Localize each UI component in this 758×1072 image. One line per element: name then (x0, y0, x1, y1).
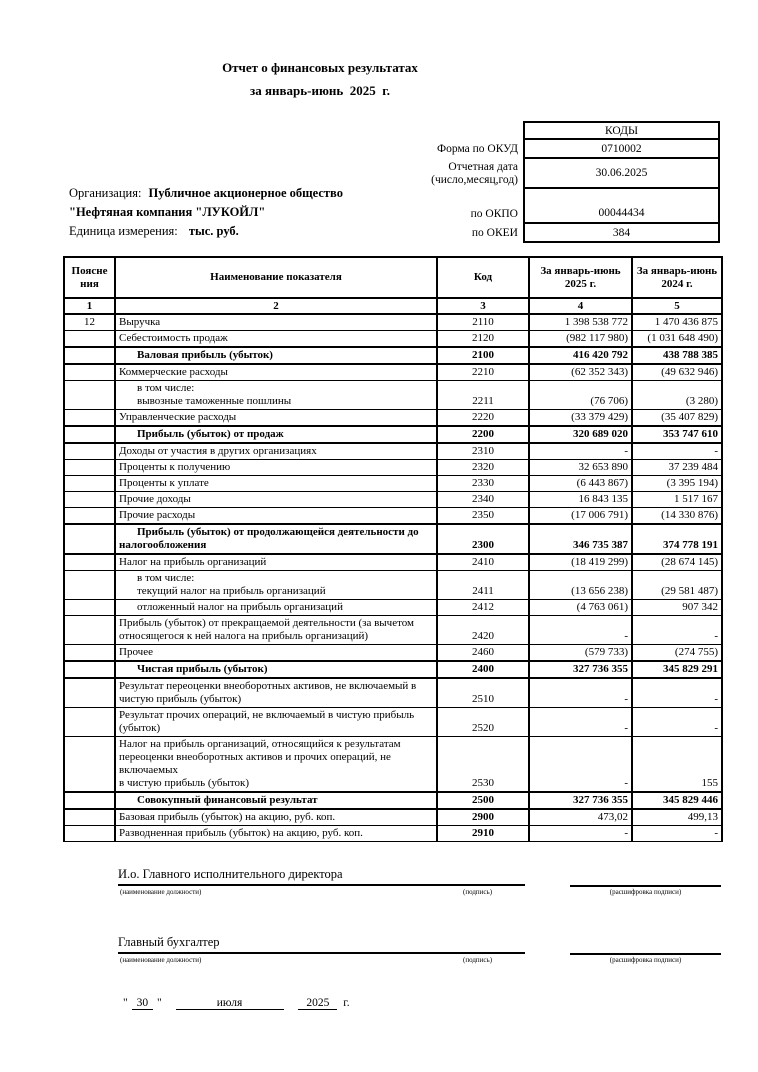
indicator-line: Себестоимость продаж (119, 332, 228, 344)
cell-code: 2412 (437, 600, 529, 616)
indicator-line: Коммерческие расходы (119, 366, 228, 378)
cell-value-2024: (49 632 946) (632, 364, 722, 381)
position-name-label: (наименование должности) (120, 888, 202, 896)
cell-value-2024: (274 755) (632, 645, 722, 662)
date-month: июля (176, 997, 284, 1010)
cell-code: 2120 (437, 331, 529, 348)
cell-value-2025: - (529, 708, 632, 737)
table-header-row (64, 257, 722, 298)
cell-indicator-name (115, 600, 437, 616)
cell-indicator-name (115, 708, 437, 737)
indicator-line: в том числе: (137, 572, 195, 584)
header-period-2024 (632, 257, 722, 298)
cell-value-2025: 327 736 355 (529, 661, 632, 678)
cell-value-2025: (982 117 980) (529, 331, 632, 348)
indicator-line: Налог на прибыль организаций (119, 556, 267, 568)
cell-value-2024: 374 778 191 (632, 524, 722, 554)
table-row (64, 476, 722, 492)
cell-code: 2420 (437, 616, 529, 645)
cell-indicator-name (115, 426, 437, 443)
cell-value-2024: 37 239 484 (632, 460, 722, 476)
okud-label: Форма по ОКУД (437, 143, 518, 155)
cell-indicator-name (115, 571, 437, 600)
cell-code: 2330 (437, 476, 529, 492)
okei-value: 384 (523, 224, 720, 243)
cell-value-2024: (35 407 829) (632, 410, 722, 427)
cell-value-2025: - (529, 678, 632, 708)
indicator-line: Результат прочих операций, не включаемый в чистую прибыль (119, 709, 415, 721)
cell-value-2025: 346 735 387 (529, 524, 632, 554)
header-period-2025 (529, 257, 632, 298)
cell-value-2024: (1 031 648 490) (632, 331, 722, 348)
table-row (64, 737, 722, 793)
cell-value-2024: 438 788 385 (632, 347, 722, 364)
header-explanations (64, 257, 115, 298)
cell-value-2024: 353 747 610 (632, 426, 722, 443)
header-period-2024-line1: За январь-июнь (636, 264, 718, 277)
cell-explanation (64, 661, 115, 678)
table-row (64, 571, 722, 600)
cell-explanation (64, 678, 115, 708)
table-row (64, 314, 722, 331)
cell-value-2024: 499,13 (632, 809, 722, 826)
cell-code: 2210 (437, 364, 529, 381)
cell-indicator-name (115, 826, 437, 842)
cell-explanation (64, 600, 115, 616)
cell-explanation (64, 524, 115, 554)
signature-position-director: И.о. Главного исполнительного директора (118, 866, 525, 886)
signature-position-accountant: Главный бухгалтер (118, 934, 525, 954)
cell-value-2024: - (632, 443, 722, 460)
cell-value-2024: - (632, 826, 722, 842)
indicator-line: Валовая прибыль (убыток) (137, 349, 273, 361)
okei-label: по ОКЕИ (471, 227, 518, 239)
indicator-line: Чистая прибыль (убыток) (137, 663, 268, 675)
cell-indicator-name (115, 364, 437, 381)
cell-code: 2900 (437, 809, 529, 826)
cell-value-2025: 32 653 890 (529, 460, 632, 476)
indicator-line: отложенный налог на прибыль организаций (137, 601, 343, 613)
cell-value-2024: 1 517 167 (632, 492, 722, 508)
column-number-5: 5 (632, 298, 722, 314)
table-row (64, 460, 722, 476)
unit-label: Единица измерения: (69, 224, 178, 238)
cell-indicator-name (115, 314, 437, 331)
organization-line1 (69, 184, 343, 203)
header-period-2024-line2: 2024 г. (661, 277, 693, 290)
cell-explanation (64, 460, 115, 476)
codes-header: КОДЫ (523, 121, 720, 140)
indicator-line: чистую прибыль (убыток) (119, 693, 242, 705)
sign-label: (подпись) (463, 956, 493, 964)
sign-decrypt-label: (расшифровка подписи) (609, 956, 682, 964)
table-row (64, 508, 722, 525)
cell-value-2024: (28 674 145) (632, 554, 722, 571)
cell-value-2024: 345 829 446 (632, 792, 722, 809)
indicator-line: Выручка (119, 316, 161, 328)
cell-value-2025: 416 420 792 (529, 347, 632, 364)
cell-value-2025: (579 733) (529, 645, 632, 662)
okud-value: 0710002 (523, 140, 720, 159)
cell-value-2025: 16 843 135 (529, 492, 632, 508)
header-period-2025-line2: 2025 г. (564, 277, 597, 290)
cell-indicator-name (115, 524, 437, 554)
indicator-line: Прибыль (убыток) от прекращаемой деятельности (за вычетом (119, 617, 415, 629)
cell-explanation (64, 443, 115, 460)
cell-explanation (64, 645, 115, 662)
date-year: 2025 (298, 997, 337, 1010)
cell-code: 2460 (437, 645, 529, 662)
organization-block (69, 184, 343, 241)
cell-value-2025: 1 398 538 772 (529, 314, 632, 331)
unit-value: тыс. руб. (188, 224, 239, 238)
column-number-2: 2 (115, 298, 437, 314)
cell-value-2025: - (529, 826, 632, 842)
cell-explanation (64, 508, 115, 525)
indicator-line: Результат переоценки внеоборотных активов, не включаемый в (119, 680, 417, 692)
cell-value-2024: - (632, 708, 722, 737)
cell-value-2025: - (529, 616, 632, 645)
cell-value-2024: (3 395 194) (632, 476, 722, 492)
report-title: Отчет о финансовых результатах (222, 60, 418, 75)
cell-explanation (64, 492, 115, 508)
indicator-line: Управленческие расходы (119, 411, 237, 423)
table-row (64, 347, 722, 364)
cell-code: 2910 (437, 826, 529, 842)
cell-value-2025: - (529, 443, 632, 460)
cell-code: 2400 (437, 661, 529, 678)
cell-code: 2320 (437, 460, 529, 476)
cell-code: 2211 (437, 381, 529, 410)
cell-value-2025: 327 736 355 (529, 792, 632, 809)
cell-indicator-name (115, 554, 437, 571)
cell-indicator-name (115, 492, 437, 508)
cell-code: 2310 (437, 443, 529, 460)
column-number-3: 3 (437, 298, 529, 314)
cell-indicator-name (115, 661, 437, 678)
organization-label: Организация: (69, 186, 142, 200)
cell-value-2025: (13 656 238) (529, 571, 632, 600)
close-quote: " (156, 997, 162, 1009)
indicator-line: Базовая прибыль (убыток) на акцию, руб. коп. (119, 811, 336, 823)
indicator-line: Разводненная прибыль (убыток) на акцию, руб. коп. (119, 827, 363, 839)
open-quote: " (123, 997, 128, 1009)
column-number-4: 4 (529, 298, 632, 314)
cell-explanation (64, 410, 115, 427)
cell-code: 2350 (437, 508, 529, 525)
cell-explanation (64, 826, 115, 842)
cell-indicator-name (115, 737, 437, 793)
cell-indicator-name (115, 381, 437, 410)
header-code: Код (437, 257, 529, 298)
column-number-1: 1 (64, 298, 115, 314)
report-date-label-line1: Отчетная дата (448, 161, 518, 173)
table-row (64, 809, 722, 826)
table-row (64, 645, 722, 662)
indicator-line: Налог на прибыль организаций, относящийся к результатам (119, 738, 401, 750)
indicator-line: Прочие доходы (119, 493, 191, 505)
indicator-line: текущий налог на прибыль организаций (137, 585, 326, 597)
cell-value-2025: 473,02 (529, 809, 632, 826)
table-row (64, 708, 722, 737)
signature-labels-director (118, 886, 722, 898)
header-explanations-line1: Поясне (71, 264, 108, 277)
table-row (64, 661, 722, 678)
unit-line (69, 222, 343, 241)
cell-indicator-name (115, 331, 437, 348)
header-period-2025-line1: За январь-июнь (540, 264, 621, 277)
indicator-line: Доходы от участия в других организациях (119, 445, 317, 457)
indicator-line: (убыток) (119, 722, 161, 734)
cell-explanation (64, 737, 115, 793)
cell-indicator-name (115, 792, 437, 809)
signature-block-director (118, 866, 722, 898)
cell-code: 2100 (437, 347, 529, 364)
table-row (64, 826, 722, 842)
table-row (64, 554, 722, 571)
table-row (64, 381, 722, 410)
indicator-line: переоценки внеоборотных активов и прочих операций, не включаемых (119, 751, 391, 776)
table-wrapper (63, 256, 723, 842)
date-suffix: г. (343, 997, 350, 1009)
cell-indicator-name (115, 476, 437, 492)
cell-value-2025: - (529, 737, 632, 793)
table-row (64, 331, 722, 348)
cell-value-2025: (6 443 867) (529, 476, 632, 492)
signature-labels-accountant (118, 954, 722, 966)
sign-decrypt-label: (расшифровка подписи) (609, 888, 682, 896)
cell-value-2025: (76 706) (529, 381, 632, 410)
cell-code: 2500 (437, 792, 529, 809)
table-row (64, 616, 722, 645)
cell-explanation (64, 381, 115, 410)
indicator-line: в чистую прибыль (убыток) (119, 777, 250, 789)
table-row (64, 426, 722, 443)
date-line (122, 997, 350, 1010)
cell-explanation (64, 331, 115, 348)
cell-code: 2530 (437, 737, 529, 793)
cell-value-2024: - (632, 678, 722, 708)
cell-code: 2510 (437, 678, 529, 708)
cell-value-2024: - (632, 616, 722, 645)
indicator-line: в том числе: (137, 382, 195, 394)
cell-explanation (64, 476, 115, 492)
codes-panel (280, 121, 720, 243)
cell-explanation: 12 (64, 314, 115, 331)
table-row (64, 443, 722, 460)
report-date-value: 30.06.2025 (523, 159, 720, 189)
table-row (64, 410, 722, 427)
cell-code: 2411 (437, 571, 529, 600)
cell-value-2025: (62 352 343) (529, 364, 632, 381)
table-row (64, 524, 722, 554)
table-body (64, 314, 722, 842)
sign-label: (подпись) (463, 888, 493, 896)
table-row (64, 600, 722, 616)
indicator-line: Прибыль (убыток) от продолжающейся деятельности до (137, 526, 419, 538)
indicator-line: вывозные таможенные пошлины (137, 395, 292, 407)
cell-indicator-name (115, 443, 437, 460)
cell-indicator-name (115, 645, 437, 662)
header-indicator-name: Наименование показателя (115, 257, 437, 298)
report-period: за январь-июнь 2025 г. (250, 83, 390, 98)
okpo-label: по ОКПО (470, 208, 518, 220)
cell-value-2024: 907 342 (632, 600, 722, 616)
codes-header-spacer (280, 121, 523, 140)
cell-indicator-name (115, 347, 437, 364)
cell-value-2025: 320 689 020 (529, 426, 632, 443)
cell-value-2024: (14 330 876) (632, 508, 722, 525)
cell-value-2025: (33 379 429) (529, 410, 632, 427)
cell-value-2024: 1 470 436 875 (632, 314, 722, 331)
column-numbers-row (64, 298, 722, 314)
header-explanations-line2: ния (80, 277, 99, 290)
indicator-line: относящегося к ней налога на прибыль организаций) (119, 630, 369, 642)
indicator-line: Совокупный финансовый результат (137, 794, 318, 806)
indicator-line: Прочие расходы (119, 509, 196, 521)
cell-value-2025: (18 419 299) (529, 554, 632, 571)
cell-explanation (64, 616, 115, 645)
indicator-line: Прибыль (убыток) от продаж (137, 428, 284, 440)
cell-indicator-name (115, 678, 437, 708)
cell-value-2024: (29 581 487) (632, 571, 722, 600)
date-day: 30 (132, 997, 154, 1010)
report-date-label-line2: (число,месяц,год) (431, 174, 518, 186)
cell-explanation (64, 708, 115, 737)
signature-block-accountant (118, 934, 722, 966)
cell-code: 2410 (437, 554, 529, 571)
indicator-line: Проценты к уплате (119, 477, 209, 489)
cell-value-2025: (17 006 791) (529, 508, 632, 525)
cell-indicator-name (115, 616, 437, 645)
cell-code: 2220 (437, 410, 529, 427)
cell-indicator-name (115, 809, 437, 826)
cell-explanation (64, 364, 115, 381)
indicator-line: Проценты к получению (119, 461, 231, 473)
cell-code: 2110 (437, 314, 529, 331)
table-row (64, 364, 722, 381)
cell-value-2025: (4 763 061) (529, 600, 632, 616)
cell-explanation (64, 571, 115, 600)
table-row (64, 492, 722, 508)
table-row (64, 678, 722, 708)
cell-explanation (64, 426, 115, 443)
cell-value-2024: (3 280) (632, 381, 722, 410)
cell-indicator-name (115, 460, 437, 476)
position-name-label: (наименование должности) (120, 956, 202, 964)
cell-explanation (64, 554, 115, 571)
cell-value-2024: 345 829 291 (632, 661, 722, 678)
cell-explanation (64, 809, 115, 826)
indicator-line: Прочее (119, 646, 153, 658)
financial-results-table (63, 256, 723, 842)
cell-explanation (64, 792, 115, 809)
okpo-value: 00044434 (523, 189, 720, 224)
cell-code: 2340 (437, 492, 529, 508)
cell-value-2024: 155 (632, 737, 722, 793)
table-row (64, 792, 722, 809)
cell-indicator-name (115, 410, 437, 427)
organization-name-part2: "Нефтяная компания "ЛУКОЙЛ" (69, 205, 266, 219)
cell-code: 2200 (437, 426, 529, 443)
cell-explanation (64, 347, 115, 364)
organization-name-part1: Публичное акционерное общество (148, 186, 343, 200)
cell-code: 2300 (437, 524, 529, 554)
cell-code: 2520 (437, 708, 529, 737)
cell-indicator-name (115, 508, 437, 525)
indicator-line: налогообложения (119, 539, 207, 551)
